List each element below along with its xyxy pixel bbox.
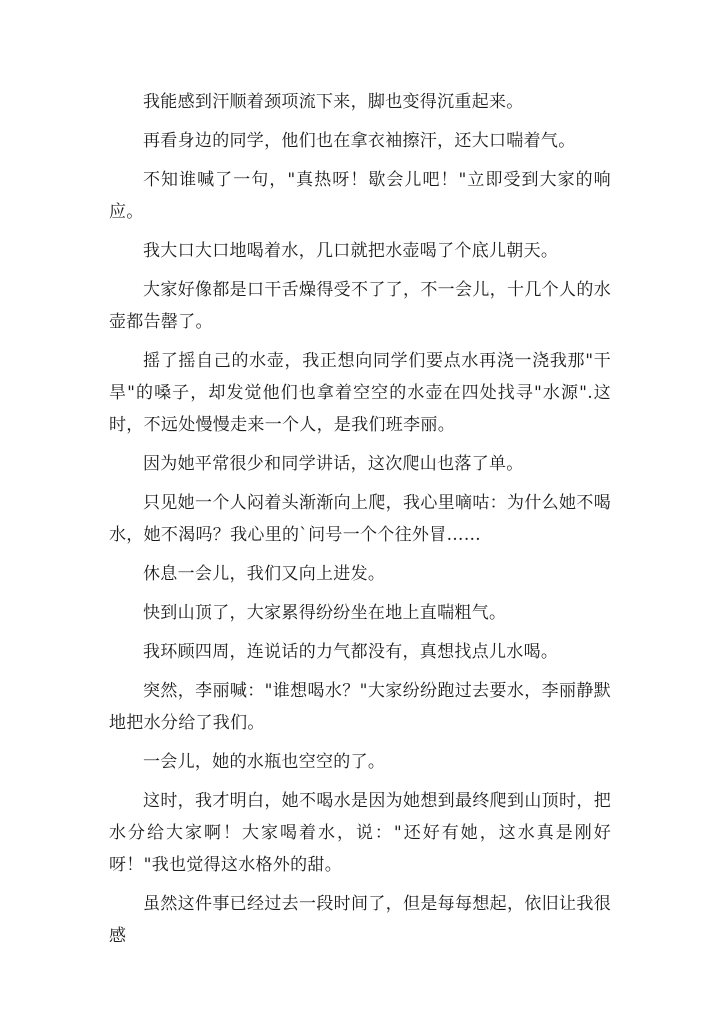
paragraph: 大家好像都是口干舌燥得受不了了，不一会儿，十几个人的水壶都告罄了。 [109, 280, 611, 332]
paragraph: 休息一会儿，我们又向上进发。 [143, 564, 386, 584]
paragraph: 这时，我才明白，她不喝水是因为她想到最终爬到山顶时，把水分给大家啊！大家喝着水，说："还好有她，这水真是刚好呀！"我也觉得这水格外的甜。 [109, 791, 611, 875]
paragraph: 一会儿，她的水瓶也空空的了。 [143, 752, 386, 772]
document-body [109, 86, 611, 959]
paragraph: 突然，李丽喊："谁想喝水？"大家纷纷跑过去要水，李丽静默地把水分给了我们。 [109, 681, 611, 733]
paragraph: 我大口大口地喝着水，几口就把水壶喝了个底儿朝天。 [143, 241, 559, 261]
paragraph: 快到山顶了，大家累得纷纷坐在地上直喘粗气。 [143, 603, 507, 623]
paragraph: 再看身边的同学，他们也在拿衣袖擦汗，还大口喘着气。 [143, 131, 576, 151]
paragraph: 不知谁喊了一句，"真热呀！歇会儿吧！"立即受到大家的响应。 [109, 170, 611, 222]
paragraph: 因为她平常很少和同学讲话，这次爬山也落了单。 [143, 454, 524, 474]
paragraph: 只见她一个人闷着头渐渐向上爬，我心里嘀咕：为什么她不喝水，她不渴吗？我心里的`问号一个个往外冒…… [109, 493, 611, 545]
paragraph: 摇了摇自己的水壶，我正想向同学们要点水再浇一浇我那"干旱"的嗓子，却发觉他们也拿着空空的水壶在四处找寻"水源".这时，不远处慢慢走来一个人，是我们班李丽。 [109, 351, 611, 435]
paragraph: 我能感到汗顺着颈项流下来，脚也变得沉重起来。 [143, 92, 524, 112]
paragraph: 虽然这件事已经过去一段时间了，但是每每想起，依旧让我很感 [109, 894, 611, 946]
paragraph: 我环顾四周，连说话的力气都没有，真想找点儿水喝。 [143, 642, 559, 662]
